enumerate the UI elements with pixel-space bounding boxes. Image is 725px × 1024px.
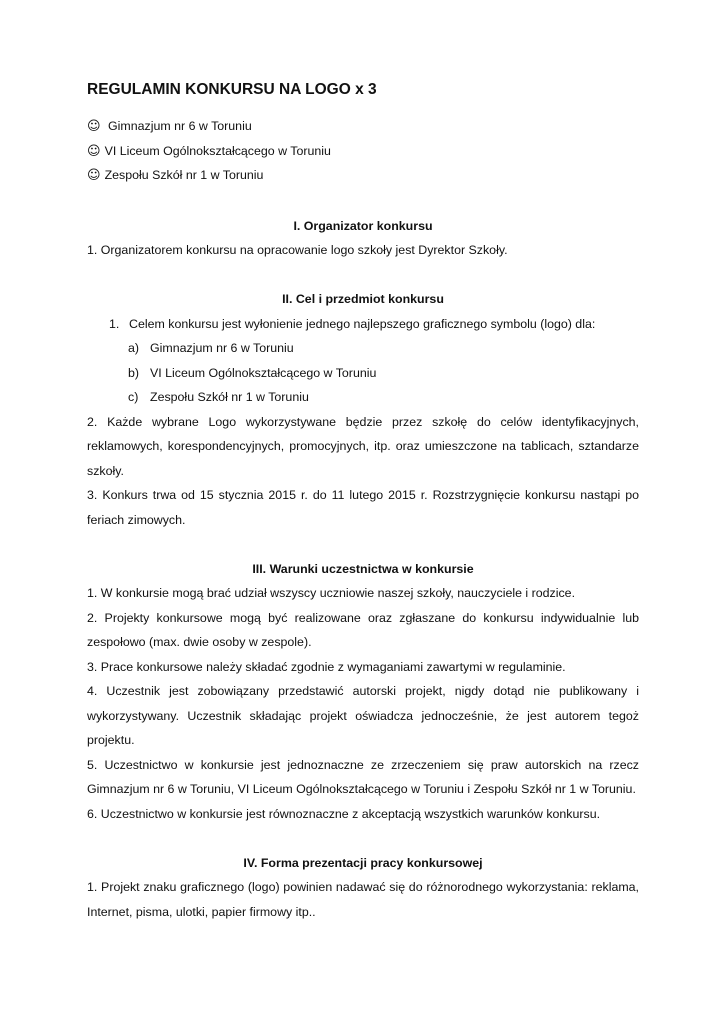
paragraph: 3. Prace konkursowe należy składać zgodnie z wymaganiami zawartymi w regulaminie. [87,659,566,674]
sub-item-text: Gimnazjum nr 6 w Toruniu [150,341,294,355]
sub-item-text: Zespołu Szkół nr 1 w Toruniu [150,390,309,404]
numbered-item [87,312,639,337]
sub-item-label: a) [128,341,140,355]
paragraph: 1. Organizatorem konkursu na opracowanie logo szkoły jest Dyrektor Szkoły. [87,243,508,257]
school-name: VI Liceum Ogólnokształcącego w Toruniu [104,143,331,158]
paragraph: 1. W konkursie mogą brać udział wszyscy uczniowie naszej szkoły, nauczyciele i rodzice. [87,586,576,600]
sub-item [87,361,639,386]
school-name: Gimnazjum nr 6 w Toruniu [108,119,252,133]
section-heading: I. Organizator konkursu [293,218,433,233]
paragraph: 2. Projekty konkursowe mogą być realizowane oraz zgłaszane do konkursu indywidualnie lub zespołowo (max. dwie osoby w zespole). [87,610,639,649]
paragraph: 2. Każde wybrane Logo wykorzystywane będzie przez szkołę do celów identyfikacyjnych, reklamowych, korespondencyjnych, promocyjnych, itp. oraz umieszczone na tablicach, sztandarze szkoły. [87,414,639,478]
sub-item-label: c) [128,390,139,404]
school-line [87,139,639,164]
paragraph: 6. Uczestnictwo w konkursie jest równoznaczne z akceptacją wszystkich warunków konkursu. [87,806,601,821]
document-page [87,80,639,924]
document-title: REGULAMIN KONKURSU NA LOGO x 3 [87,81,377,98]
sub-item-label: b) [128,365,140,380]
sub-item-text: VI Liceum Ogólnokształcącego w Toruniu [150,365,377,380]
paragraph: 4. Uczestnik jest zobowiązany przedstawić autorski projekt, nigdy dotąd nie publikowany i wykorzystywany. Uczestnik składając projekt oświadcza jednocześnie, że jest autorem tegoż projektu. [87,684,639,747]
paragraph: 5. Uczestnictwo w konkursie jest jednoznaczne ze zrzeczeniem się praw autorskich na rzecz Gimnazjum nr 6 w Toruniu, VI Liceum Ogólnokształcącego w Toruniu i Zespołu Szkół nr 1 w Toruniu. [87,757,639,796]
school-line [87,163,639,188]
section-heading: III. Warunki uczestnictwa w konkursie [252,561,474,576]
school-name: Zespołu Szkół nr 1 w Toruniu [104,168,264,182]
paragraph: 1. Projekt znaku graficznego (logo) powinien nadawać się do różnorodnego wykorzystania: reklama, Internet, pisma, ulotki, papier firmowy itp.. [87,880,639,919]
sub-item [87,336,639,361]
item-text: Celem konkursu jest wyłonienie jednego najlepszego graficznego symbolu (logo) dla: [129,316,596,331]
smiley-icon: ☺ [87,168,101,183]
section-heading: IV. Forma prezentacji pracy konkursowej [243,855,483,870]
section-heading: II. Cel i przedmiot konkursu [282,292,444,306]
smiley-icon: ☺ [87,119,101,134]
paragraph: 3. Konkurs trwa od 15 stycznia 2015 r. do 11 lutego 2015 r. Rozstrzygnięcie konkursu nastąpi po feriach zimowych. [87,488,639,527]
school-line [87,114,639,139]
item-number: 1. [109,316,120,331]
smiley-icon: ☺ [87,143,101,159]
sub-item [87,385,639,410]
